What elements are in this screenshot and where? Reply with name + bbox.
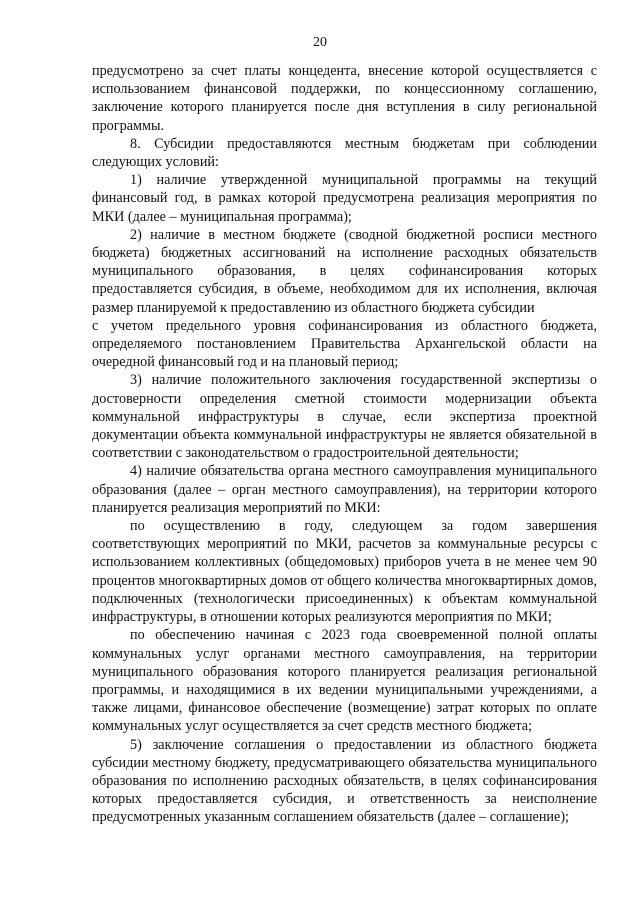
paragraph-condition-4: 4) наличие обязательства органа местного самоуправления муниципального образования (далее – орган местного самоуправления), на территории которого планируется реализация мероприятий по МКИ:: [92, 463, 597, 516]
paragraph-condition-5: 5) заключение соглашения о предоставлении из областного бюджета субсидии местному бюджету, предусматривающего обязательства муниципального образования по исполнению расходных обязательств, в целях софинансирования которых предоставляется субсидия, и ответственность за неисполнение предусмотренных указанным соглашением обязательств (далее – соглашение);: [92, 736, 597, 826]
paragraph-condition-4-settlements: по осуществлению в году, следующем за годом завершения соответствующих мероприятий по МКИ, расчетов за коммунальные ресурсы с использованием коллективных (общедомовых) приборов учета в не менее чем 90 процентов многоквартирных домов от общего количества многоквартирных домов, подключенных (технологически присоединенных) к объектам коммунальной инфраструктуры, в отношении которых реализуются мероприятия по МКИ;: [92, 518, 597, 626]
paragraph-condition-2: 2) наличие в местном бюджете (сводной бюджетной росписи местного бюджета) бюджетных ассигнований на исполнение расходных обязательств муниципального образования, в целях софинансирования которых предоставляется субсидия, в объеме, необходимом для их исполнения, включая размер планируемой к предоставлению из областного бюджета субсидии: [92, 226, 597, 316]
paragraph-condition-4-payments: по обеспечению начиная с 2023 года своевременной полной оплаты коммунальных услуг органами местного самоуправления, на территории муниципального образования которого планируется реализация региональной программы, и находящимися в их ведении муниципальными учреждениями, а также лицами, финансовое обеспечение (возмещение) затрат которых по оплате коммунальных услуг осуществляется за счет средств местного бюджета;: [92, 627, 597, 735]
paragraph-condition-1: 1) наличие утвержденной муниципальной программы на текущий финансовый год, в рамках которой предусмотрена реализация мероприятия по МКИ (далее – муниципальная программа);: [92, 172, 597, 225]
document-body: [92, 62, 597, 827]
paragraph-condition-2-continued: с учетом предельного уровня софинансирования из областного бюджета, определяемого постановлением Правительства Архангельской области на очередной финансовый год и на плановый период;: [92, 317, 597, 371]
paragraph-continuation: предусмотрено за счет платы концедента, внесение которой осуществляется с использованием финансовой поддержки, по концессионному соглашению, заключение которого планируется после дня вступления в силу региональной программы.: [92, 63, 597, 134]
page-number: 20: [313, 35, 327, 50]
paragraph-condition-3: 3) наличие положительного заключения государственной экспертизы о достоверности определения сметной стоимости модернизации объекта коммунальной инфраструктуры в случае, если экспертиза проектной документации объекта коммунальной инфраструктуры не является обязательной в соответствии с законодательством о градостроительной деятельности;: [92, 372, 597, 462]
paragraph-clause-8: 8. Субсидии предоставляются местным бюджетам при соблюдении следующих условий:: [92, 135, 597, 171]
